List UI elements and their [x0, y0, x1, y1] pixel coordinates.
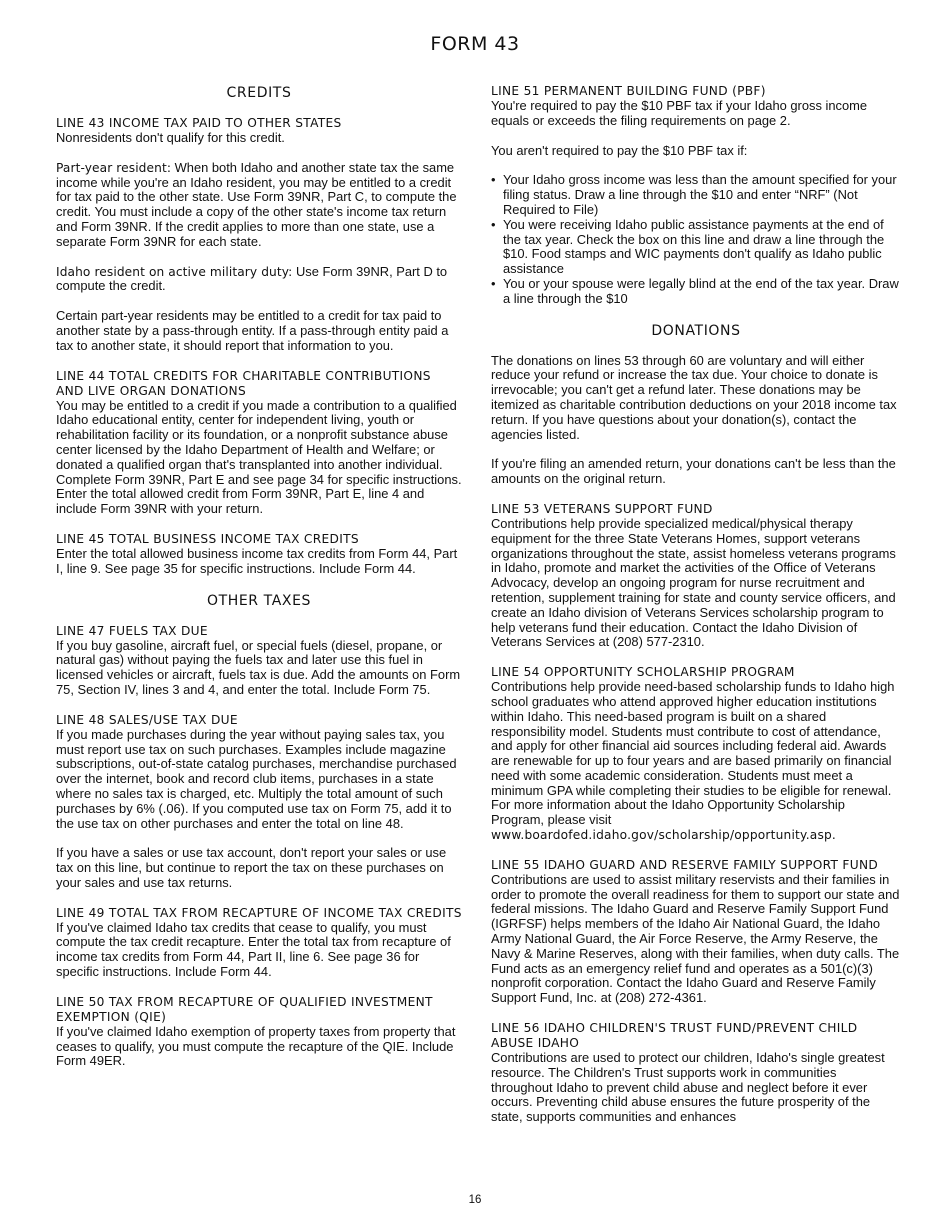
line-43-section — [56, 116, 462, 354]
line-55-section — [491, 858, 901, 1006]
line-44-text: You may be entitled to a credit if you made a contribution to a qualified Idaho educational entity, center for independent living, youth or rehabilitation facility or its foundation, or a nonprofit substance abuse center licensed by the Idaho Department of Health and Welfare; or donated a qualified organ that's transplanted into another individual. Complete Form 39NR, Part E and see page 34 for specific instructions. Enter the total allowed credit from Form 39NR, Part E, line 4 and include Form 39NR with your return. — [56, 397, 462, 517]
line-54-title: LINE 54 OPPORTUNITY SCHOLARSHIP PROGRAM — [491, 665, 795, 680]
line-54-text — [491, 680, 901, 843]
line-49-text: If you've claimed Idaho tax credits that cease to qualify, you must compute the tax credit recapture. Enter the total tax from recapture of income tax credits from Form 44, Part II, line 6. See page 36 for specific instructions. Include Form 44. — [56, 919, 451, 980]
right-column — [491, 84, 901, 1140]
line-47-title: LINE 47 FUELS TAX DUE — [56, 623, 208, 638]
military-duty-text: Use Form 39NR, Part D to compute the credit. — [56, 263, 448, 294]
section-heading-donations: DONATIONS — [651, 322, 741, 339]
line-44-section — [56, 369, 462, 517]
line-47-text: If you buy gasoline, aircraft fuel, or special fuels (diesel, propane, or natural gas) without paying the fuels tax and later use this fuel in licensed vehicles or aircraft, fuels tax is due. Add the amounts on Form 75, Section IV, lines 3 and 4, and enter the total. Include Form 75. — [56, 637, 461, 697]
part-year-resident-label: Part-year resident: — [56, 160, 172, 175]
line-51-text-1: You're required to pay the $10 PBF tax if your Idaho gross income equals or exceeds the filing requirements on page 2. — [491, 98, 868, 128]
line-53-text: Contributions help provide specialized medical/physical therapy equipment for the three State Veterans Homes, support veterans organizations throughout the state, assist homeless veterans programs in Idaho, promote and market the activities of the Office of Veterans Advocacy, develop an ongoing program for nurse recruitment and retention, supplement training for state and county service officers, and create an Idaho division of Veterans Services scholarship program to help veterans fund their education. Contact the Idaho Division of Veterans Services at (208) 577-2310. — [491, 515, 896, 650]
line-51-text-2: You aren't required to pay the $10 PBF tax if: — [491, 142, 748, 158]
line-43-text-3 — [56, 265, 462, 295]
section-heading-other-taxes: OTHER TAXES — [206, 592, 312, 609]
line-51-section — [491, 84, 901, 307]
section-heading-credits: CREDITS — [226, 85, 292, 101]
line-48-title: LINE 48 SALES/USE TAX DUE — [56, 712, 238, 727]
donations-text-1: The donations on lines 53 through 60 are voluntary and will either reduce your refund or increase the tax due. Your choice to donate is irrevocable; you can't get a refund later. These donations may be itemized as charitable contribution deductions on your 2018 income tax return. If you have questions about your donation(s), contact the agencies listed. — [491, 352, 897, 442]
line-45-title: LINE 45 TOTAL BUSINESS INCOME TAX CREDITS — [56, 531, 359, 546]
line-48-text-2: If you have a sales or use tax account, don't report your sales or use tax on this line, but continue to report the tax on these purchases on your sales and use tax returns. — [56, 845, 447, 890]
pbf-exemption-list — [491, 173, 901, 306]
list-item: • You were receiving Idaho public assistance payments at the end of the tax year. Check the box on this line and draw a line through the $10. Food stamps and WIC payments don't qualify as Idaho public assistance — [491, 218, 901, 277]
line-53-title: LINE 53 VETERANS SUPPORT FUND — [491, 501, 713, 516]
line-45-section — [56, 532, 462, 577]
list-item: • You or your spouse were legally blind at the end of the tax year. Draw a line through the $10 — [491, 277, 901, 307]
line-55-title: LINE 55 IDAHO GUARD AND RESERVE FAMILY SUPPORT FUND — [491, 857, 879, 872]
line-53-section — [491, 502, 901, 650]
line-47-section — [56, 624, 462, 698]
line-55-text: Contributions are used to assist military reservists and their families in order to promote the overall readiness for them to support our state and federal missions. The Idaho Guard and Reserve Family Support Fund (IGRFSF) helps members of the Idaho Air National Guard, the Idaho Army National Guard, the Air Force Reserve, the Army Reserve, the Navy & Marine Reserves, along with their families, when duty calls. The Fund acts as an emergency relief fund and operates as a 501(c)(3) nonprofit corporation. Contact the Idaho Guard and Reserve Family Support Fund, Inc. at (208) 272-4361. — [491, 871, 900, 1006]
donations-section — [491, 354, 901, 487]
line-56-text: Contributions are used to protect our children, Idaho's single greatest resource. The Children's Trust supports work in communities throughout Idaho to prevent child abuse and neglect before it ever occurs. Preventing child abuse ensures the future prosperity of the state, supports communities and enhances — [491, 1050, 885, 1125]
line-51-title: LINE 51 PERMANENT BUILDING FUND (PBF) — [491, 84, 766, 98]
line-45-text: Enter the total allowed business income tax credits from Form 44, Part I, line 9. See page 35 for specific instructions. Include Form 44. — [56, 545, 458, 576]
donations-text-2: If you're filing an amended return, your donations can't be less than the amounts on the original return. — [491, 456, 896, 487]
left-column — [56, 84, 462, 1084]
line-48-section — [56, 713, 462, 891]
line-56-section — [491, 1021, 901, 1125]
list-item: • Your Idaho gross income was less than the amount specified for your filing status. Draw a line through the $10 and enter “NRF” (Not Required to File) — [491, 173, 901, 217]
line-43-text-4: Certain part-year residents may be entitled to a credit for tax paid to another state by a pass-through entity. If a pass-through entity paid a tax to another state, it should report that information to you. — [56, 308, 449, 353]
page-title: FORM 43 — [430, 33, 520, 55]
military-duty-label: Idaho resident on active military duty: — [56, 264, 293, 279]
line-43-title: LINE 43 INCOME TAX PAID TO OTHER STATES — [56, 116, 342, 130]
line-43-text-2 — [56, 161, 462, 250]
part-year-resident-text: When both Idaho and another state tax the same income while you're an Idaho resident, you may be entitled to a credit for tax paid to the other state. Use Form 39NR, Part C, to compute the credit. You must include a copy of the other state's income tax return and Form 39NR. If the credit applies to more than one state, use a separate Form 39NR for each state. — [56, 159, 457, 249]
line-49-title: LINE 49 TOTAL TAX FROM RECAPTURE OF INCOME TAX CREDITS — [56, 905, 462, 920]
line-49-section — [56, 906, 462, 980]
page-number: 16 — [468, 1194, 482, 1206]
line-44-title: LINE 44 TOTAL CREDITS FOR CHARITABLE CONTRIBUTIONS AND LIVE ORGAN DONATIONS — [56, 368, 431, 398]
line-50-text: If you've claimed Idaho exemption of property taxes from property that ceases to qualify, you must compute the recapture of the QIE. Include Form 49ER. — [56, 1023, 456, 1069]
line-50-title: LINE 50 TAX FROM RECAPTURE OF QUALIFIED INVESTMENT EXEMPTION (QIE) — [56, 994, 433, 1024]
line-54-section — [491, 665, 901, 843]
line-50-section — [56, 995, 462, 1069]
scholarship-link[interactable]: www.boardofed.idaho.gov/scholarship/opportunity.asp. — [491, 828, 837, 843]
line-48-text-1: If you made purchases during the year without paying sales tax, you must report use tax on such purchases. Examples include magazine subscriptions, out-of-state catalog purchases, merchandise purchased over the internet, book and record club items, purchases in a state where no sales tax is charged, etc. Multiply the total amount of such purchases by 6% (.06). If you computed use tax on Form 75, add it to the use tax on other purchases and enter the total on line 48. — [56, 726, 457, 831]
line-56-title: LINE 56 IDAHO CHILDREN'S TRUST FUND/PREVENT CHILD ABUSE IDAHO — [491, 1021, 858, 1051]
line-54-body: Contributions help provide need-based scholarship funds to Idaho high school graduates who attend approved higher education institutions within Idaho. This need-based program is built on a shared responsibility model. Students must contribute to cost of attendance, and apply for other financial aid sources including federal aid. Awards are renewable for up to four years and are based primarily on financial need with some academic consideration. Students must meet a minimum GPA while completing their studies to be eligible for renewal. For more information about the Idaho Opportunity Scholarship Program, please visit — [491, 679, 895, 828]
line-43-text-1: Nonresidents don't qualify for this credit. — [56, 130, 285, 145]
